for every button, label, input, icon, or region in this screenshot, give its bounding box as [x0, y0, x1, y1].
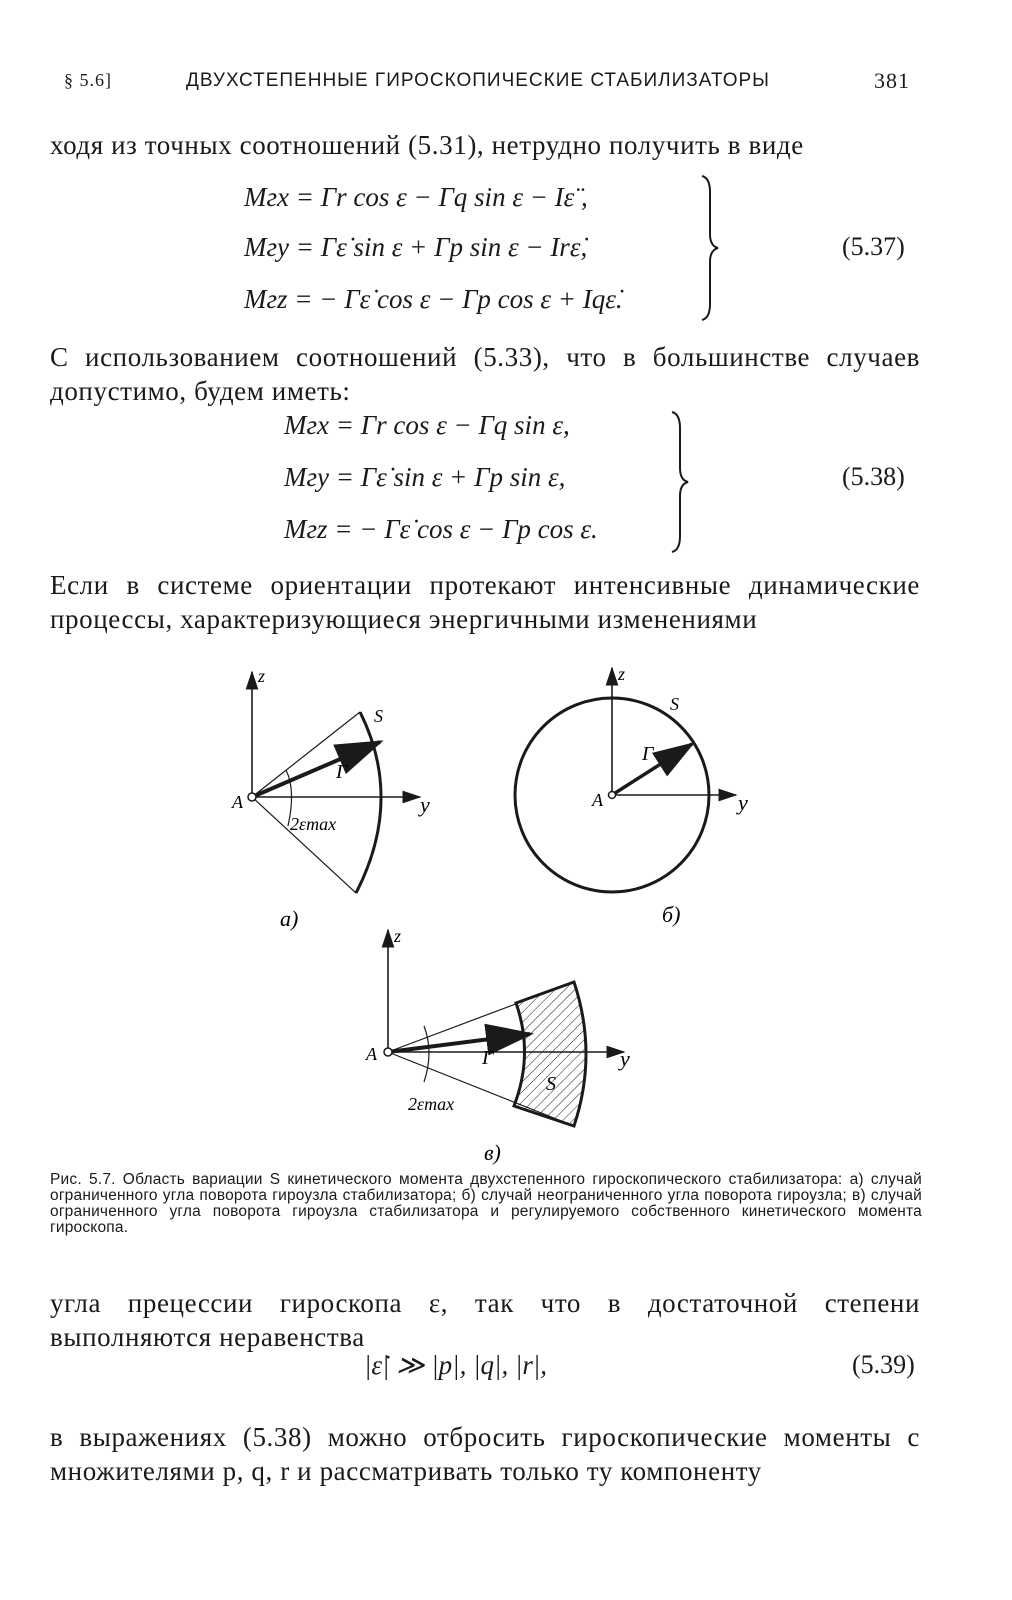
eq-538-number: (5.38): [842, 462, 905, 491]
panel-b-z-label: z: [618, 664, 626, 684]
eq-539-number: (5.39): [852, 1350, 915, 1379]
running-title: ДВУХСТЕПЕННЫЕ ГИРОСКОПИЧЕСКИЕ СТАБИЛИЗАТОРЫ: [186, 70, 770, 91]
paragraph-5: в выражениях (5.38) можно отбросить гироскопические моменты с множителями p, q, r и рассматривать только ту компоненту: [50, 1422, 920, 1486]
panel-a-point-label: A: [232, 792, 243, 812]
panel-v-angle-label: 2εmax: [408, 1094, 455, 1114]
figure-caption: Рис. 5.7. Область вариации S кинетического момента двухстепенного гироскопического стабилизатора: а) случай ограниченного угла поворота гироузла стабилизатора; б) случай неограниченного угла поворота гироузла; в) случай ограниченного угла поворота гироузла стабилизатора и регулируемого собственного кинетического момента гироскопа.: [50, 1171, 922, 1236]
panel-b-gamma-label: Γ: [642, 743, 654, 765]
panel-b-y-label: y: [738, 790, 748, 815]
paragraph-4: угла прецессии гироскопа ε, так что в достаточной степени выполняются неравенства: [50, 1288, 920, 1352]
panel-a-angle-label: 2εmax: [290, 814, 337, 834]
panel-b-label: б): [662, 902, 681, 927]
figure-5-7-panel-v: [0, 920, 1012, 1170]
eq-538-brace: [664, 408, 694, 554]
eq-538-line-1: Mгx = Γr cos ε − Γq sin ε,: [284, 410, 570, 440]
panel-b-s-label: S: [670, 694, 679, 714]
panel-v-s-label: S: [546, 1073, 556, 1095]
panel-v-label: в): [484, 1140, 501, 1165]
eq-537-number: (5.37): [842, 232, 905, 261]
eq-537-line-1: Mгx = Γr cos ε − Γq sin ε − Iε̈ ,: [244, 182, 588, 212]
section-ref: § 5.6]: [64, 70, 112, 90]
eq-537-line-2: Mгy = Γε̇ sin ε + Γp sin ε − Irε̇,: [244, 232, 588, 262]
eq-539-line: |ε̇| ≫ |p|, |q|, |r|,: [364, 1350, 548, 1380]
paragraph-3: Если в системе ориентации протекают интенсивные динамические процессы, характеризующиеся энергичными изменениями: [50, 570, 920, 634]
panel-v-point-label: A: [366, 1044, 377, 1064]
eq-537-brace: [694, 172, 724, 322]
eq-538-line-3: Mгz = − Γε̇ cos ε − Γp cos ε.: [284, 514, 598, 544]
page-number: 381: [874, 68, 910, 93]
eq-537-line-3: Mгz = − Γε̇ cos ε − Γp cos ε + Iqε̇.: [244, 284, 623, 314]
panel-a-gamma-label: Γ: [336, 761, 348, 783]
paragraph-2: С использованием соотношений (5.33), что в большинстве случаев допустимо, будем иметь:: [50, 342, 920, 406]
panel-a-label: а): [280, 906, 299, 931]
panel-v-gamma-label: Γ: [482, 1047, 494, 1069]
panel-a-diagram: [248, 672, 420, 893]
panel-b-point-label: A: [592, 790, 603, 810]
panel-a-z-label: z: [258, 666, 266, 686]
panel-a-y-label: y: [420, 792, 430, 817]
eq-538-line-2: Mгy = Γε̇ sin ε + Γp sin ε,: [284, 462, 566, 492]
paragraph-1: ходя из точных соотношений (5.31), нетрудно получить в виде: [50, 130, 804, 160]
panel-v-z-label: z: [394, 926, 402, 946]
panel-a-s-label: S: [374, 706, 383, 726]
panel-b-diagram: [515, 668, 736, 892]
panel-v-y-label: y: [620, 1046, 630, 1071]
